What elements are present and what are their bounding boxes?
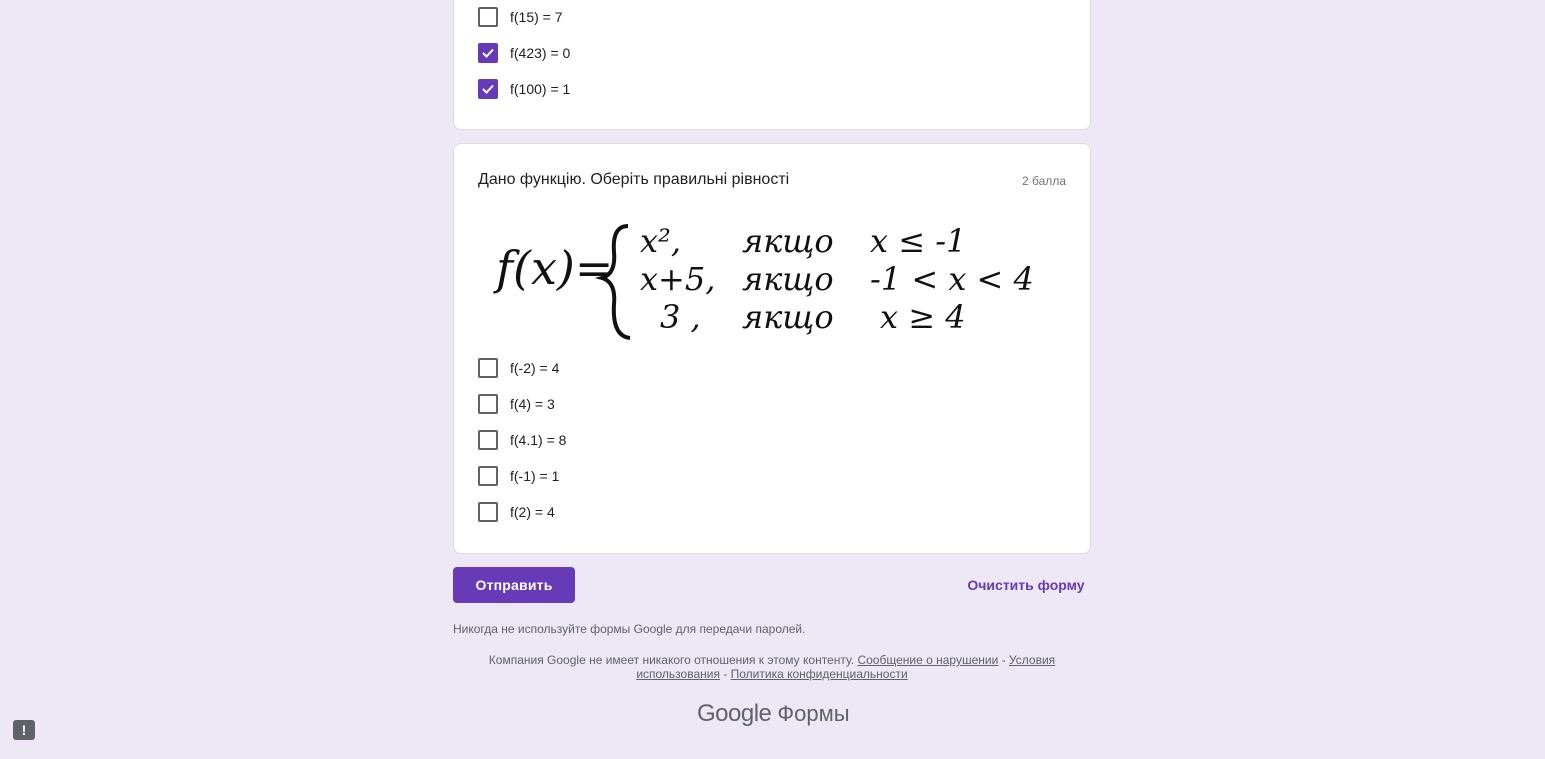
option-f423[interactable] — [478, 41, 570, 65]
question-card-2 — [453, 143, 1091, 554]
footer-separator: - — [998, 653, 1009, 667]
formula-row1-word: якщо — [742, 222, 834, 260]
option-fm1[interactable] — [478, 464, 559, 488]
google-forms-logo[interactable] — [697, 700, 850, 728]
option-f4[interactable] — [478, 392, 555, 416]
formula-row2-word: якщо — [742, 260, 834, 298]
footer-text: Компания Google не имеет никакого отношения к этому контенту. — [488, 653, 855, 667]
option-label: f(-2) = 4 — [510, 360, 560, 376]
footer-disclaimer — [453, 653, 1091, 681]
option-label: f(100) = 1 — [510, 81, 571, 97]
formula-row1-cond: x ≤ -1 — [870, 222, 967, 260]
submit-button[interactable]: Отправить — [453, 567, 575, 603]
footer-separator: - — [719, 667, 731, 681]
option-label: f(423) = 0 — [510, 45, 571, 61]
option-f100[interactable] — [478, 77, 570, 101]
formula-row2-expr: x+5, — [640, 260, 716, 298]
report-problem-icon[interactable]: ! — [13, 720, 35, 740]
checkbox[interactable] — [478, 43, 498, 63]
option-label: f(4) = 3 — [510, 396, 555, 412]
question-title: Дано функцію. Оберіть правильні рівності — [478, 171, 790, 188]
formula-row3-word: якщо — [742, 298, 834, 336]
checkbox[interactable] — [478, 7, 498, 27]
formula-lhs: f(x)= — [496, 241, 614, 295]
terms-link[interactable]: Условия использования — [636, 653, 1056, 681]
check-icon — [481, 46, 495, 60]
formula-row3-expr: 3 , — [660, 298, 701, 336]
checkbox[interactable] — [478, 79, 498, 99]
option-label: f(15) = 7 — [510, 9, 563, 25]
option-label: f(2) = 4 — [510, 504, 555, 520]
formula-row2-cond: -1 < x < 4 — [870, 260, 1034, 298]
privacy-link[interactable]: Политика конфиденциальности — [730, 667, 908, 681]
option-label: f(-1) = 1 — [510, 468, 560, 484]
option-label: f(4.1) = 8 — [510, 432, 567, 448]
piecewise-function-image — [490, 212, 1050, 342]
option-f15[interactable] — [478, 5, 563, 29]
brand-google: Google — [697, 700, 772, 727]
option-fm2[interactable] — [478, 356, 559, 380]
question-points: 2 балла — [1022, 174, 1066, 188]
checkbox[interactable] — [478, 466, 498, 486]
clear-form-button[interactable]: Очистить форму — [960, 567, 1092, 603]
report-abuse-link[interactable]: Сообщение о нарушении — [857, 653, 999, 667]
checkbox[interactable] — [478, 394, 498, 414]
checkbox[interactable] — [478, 502, 498, 522]
check-icon — [481, 82, 495, 96]
password-warning: Никогда не используйте формы Google для передачи паролей. — [453, 622, 806, 636]
option-f2[interactable] — [478, 500, 555, 524]
question-card-1 — [453, 0, 1091, 130]
brand-forms: Формы — [777, 701, 850, 726]
option-f41[interactable] — [478, 428, 566, 452]
formula-row1-expr: x², — [640, 222, 682, 260]
formula-row3-cond: x ≥ 4 — [880, 298, 966, 336]
checkbox[interactable] — [478, 430, 498, 450]
checkbox[interactable] — [478, 358, 498, 378]
